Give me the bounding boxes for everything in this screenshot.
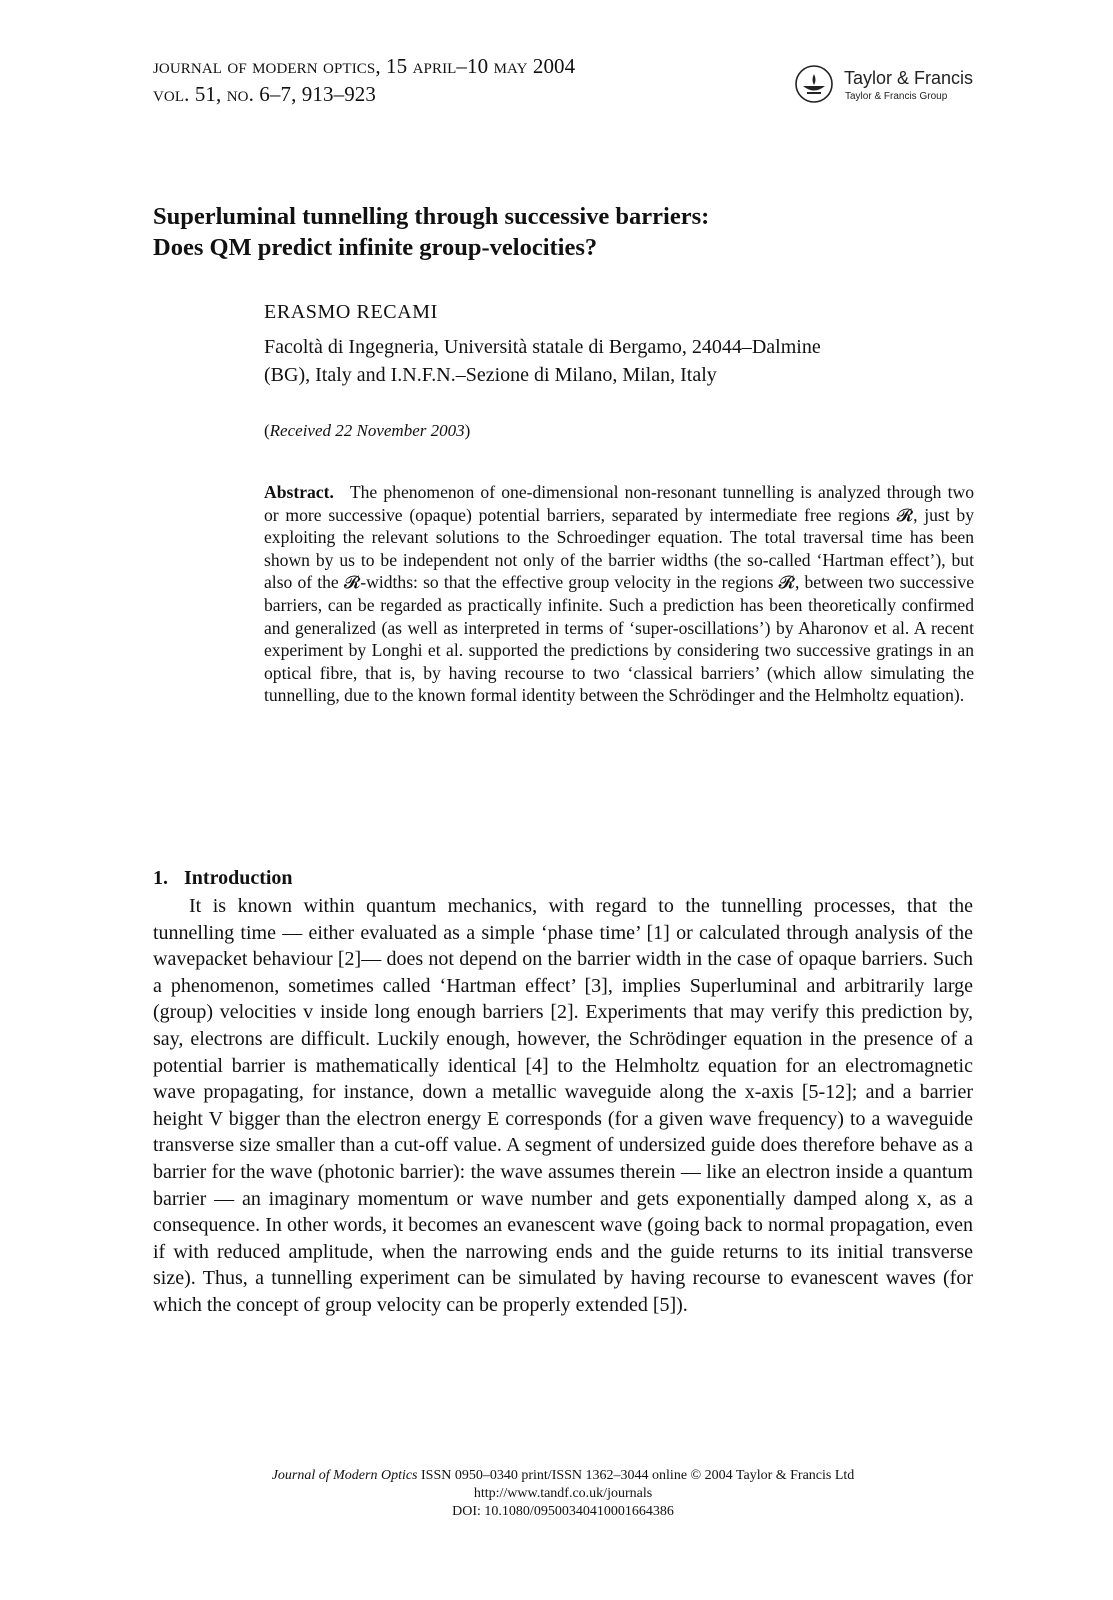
footer-issn: ISSN 0950–0340 print/ISSN 1362–3044 online © 2004 Taylor & Francis Ltd	[421, 1468, 855, 1483]
introduction-paragraph: It is known within quantum mechanics, with regard to the tunnelling processes, that the tunnelling time — either evaluated as a simple ‘phase time’ [1] or calculated through analysis of the wavepacket behaviour [2]— does not depend on the barrier width in the case of opaque barriers. Such a phenomenon, sometimes called ‘Hartman effect’ [3], implies Superluminal and arbitrarily large (group) velocities v inside long enough barriers [2]. Experiments that may verify this prediction by, say, electrons are difficult. Luckily enough, however, the Schrödinger equation in the presence of a potential barrier is mathematically identical [4] to the Helmholtz equation for an electromagnetic wave propagating, for instance, down a metallic waveguide along the x-axis [5-12]; and a barrier height V bigger than the electron energy E corresponds (for a given wave frequency) to a waveguide transverse size smaller than a cut-off value. A segment of undersized guide does therefore behave as a barrier for the wave (photonic barrier): the wave assumes therein — like an electron inside a quantum barrier — an imaginary momentum or wave number and gets exponentially damped along x, as a consequence. In other words, it becomes an evanescent wave (going back to normal propagation, even if with reduced amplitude, when the narrowing ends and the guide returns to its initial transverse size). Thus, a tunnelling experiment can be simulated by having recourse to evanescent waves (for which the concept of group velocity can be properly extended [5]).	[153, 895, 973, 1316]
publisher-name: Taylor & Francis	[844, 68, 974, 88]
author-affiliation	[264, 333, 974, 389]
footer-doi: DOI: 10.1080/09500340410001664386	[452, 1504, 674, 1519]
affiliation-line2: (BG), Italy and I.N.F.N.–Sezione di Milano, Milan, Italy	[264, 364, 717, 386]
abstract-label: Abstract.	[264, 482, 334, 502]
section-title: Introduction	[184, 867, 293, 889]
received-date: (Received 22 November 2003)	[264, 421, 471, 440]
affiliation-line1: Facoltà di Ingegneria, Università statale di Bergamo, 24044–Dalmine	[264, 336, 821, 358]
section-number: 1.	[153, 867, 168, 889]
footer-line1	[153, 1467, 973, 1485]
paper-title-line2: Does QM predict infinite group-velocities?	[153, 234, 598, 261]
footer-url: http://www.tandf.co.uk/journals	[473, 1486, 653, 1501]
journal-header-line2: vol. 51, no. 6–7, 913–923	[153, 82, 376, 106]
section-heading	[153, 867, 293, 890]
paper-title	[153, 201, 973, 263]
publisher-group: Taylor & Francis Group	[845, 91, 948, 102]
oil-lamp-icon	[794, 64, 834, 104]
footer-journal: Journal of Modern Optics	[271, 1468, 418, 1483]
abstract	[264, 481, 974, 707]
page-footer	[153, 1467, 973, 1521]
received-text: Received 22 November 2003	[269, 421, 465, 440]
journal-header	[153, 52, 575, 108]
publisher-logo	[794, 64, 974, 108]
abstract-text: The phenomenon of one-dimensional non-resonant tunnelling is analyzed through two or more successive (opaque) potential barriers, separated by intermediate free regions 𝓡, just by exploiting the relevant solutions to the Schroedinger equation. The total traversal time has been shown by us to be independent not only of the barrier widths (the so-called ‘Hartman effect’), but also of the 𝓡-widths: so that the effective group velocity in the regions 𝓡, between two successive barriers, can be regarded as practically infinite. Such a prediction has been theoretically confirmed and generalized (as well as interpreted in terms of ‘super-oscillations’) by Aharonov et al. A recent experiment by Longhi et al. supported the predictions by considering two successive gratings in an optical fibre, that is, by having recourse to two ‘classical barriers’ (which allow simulating the tunnelling, due to the known formal identity between the Schrödinger and the Helmholtz equation).	[264, 482, 974, 706]
journal-header-line1: journal of modern optics, 15 april–10 may 2004	[153, 54, 576, 78]
paper-title-line1: Superluminal tunnelling through successive barriers:	[153, 203, 710, 230]
author-name: ERASMO RECAMI	[264, 301, 438, 323]
